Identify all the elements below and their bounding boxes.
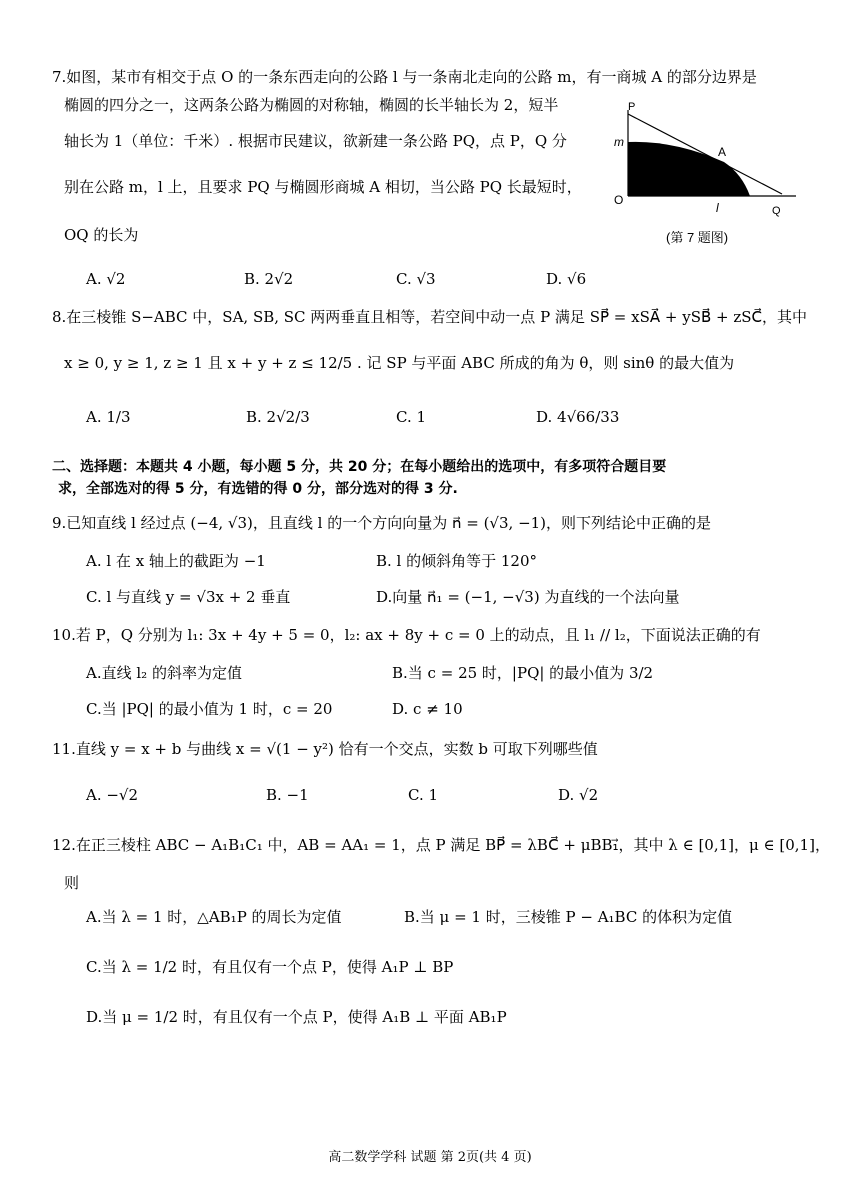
q8-option-a: A. 1/3: [86, 408, 131, 426]
q9-option-b: B. l 的倾斜角等于 120°: [376, 552, 538, 570]
q9-option-a: A. l 在 x 轴上的截距为 −1: [86, 552, 266, 570]
page-footer: 高二数学学科 试题 第 2页(共 4 页): [328, 1150, 532, 1165]
q11-option-a: A. −√2: [86, 786, 139, 804]
q8-option-c: C. 1: [396, 408, 427, 426]
q10-option-b: B.当 c = 25 时，|PQ| 的最小值为 3/2: [392, 664, 654, 682]
q10-option-c: C.当 |PQ| 的最小值为 1 时，c = 20: [86, 700, 333, 718]
q8-stem-line1: 8.在三棱锥 S−ABC 中，SA, SB, SC 两两垂直且相等，若空间中动一点 P 满足 SP⃗ = xSA⃗ + ySB⃗ + zSC⃗，其中: [52, 308, 808, 326]
q10-option-d: D. c ≠ 10: [392, 700, 463, 718]
fig-label-l: l: [716, 201, 719, 215]
q10-stem: 10.若 P，Q 分别为 l₁: 3x + 4y + 5 = 0，l₂: ax + 8y + c = 0 上的动点，且 l₁ // l₂，下面说法正确的有: [52, 626, 761, 644]
q7-option-a: A. √2: [86, 270, 126, 288]
q7-option-c: C. √3: [396, 270, 436, 288]
q9-option-c: C. l 与直线 y = √3x + 2 垂直: [86, 588, 291, 606]
q12-option-a: A.当 λ = 1 时，△AB₁P 的周长为定值: [86, 908, 342, 926]
q12-stem-line1: 12.在正三棱柱 ABC − A₁B₁C₁ 中，AB = AA₁ = 1，点 P 满足 BP⃗ = λBC⃗ + μBB₁⃗，其中 λ ∈ [0,1]，μ ∈ [0,1]，: [52, 836, 830, 854]
q10-option-a: A.直线 l₂ 的斜率为定值: [86, 664, 242, 682]
q9-option-d: D.向量 n⃗₁ = (−1, −√3) 为直线的一个法向量: [376, 588, 680, 606]
q11-stem: 11.直线 y = x + b 与曲线 x = √(1 − y²) 恰有一个交点，实数 b 可取下列哪些值: [52, 740, 598, 758]
q11-option-c: C. 1: [408, 786, 439, 804]
fig-label-m: m: [614, 135, 624, 149]
fig-caption: (第 7 题图): [666, 230, 729, 245]
fig-label-A: A: [718, 145, 727, 159]
fig-label-P: P: [628, 101, 636, 113]
q12-option-c: C.当 λ = 1/2 时，有且仅有一个点 P，使得 A₁P ⊥ BP: [86, 958, 454, 976]
fig-label-O: O: [614, 193, 624, 207]
fig-label-Q: Q: [772, 205, 781, 217]
q12-option-d: D.当 μ = 1/2 时，有且仅有一个点 P，使得 A₁B ⊥ 平面 AB₁P: [86, 1008, 507, 1026]
q12-stem-line2: 则: [64, 874, 80, 892]
q8-option-b: B. 2√2/3: [246, 408, 310, 426]
q8-option-d: D. 4√66/33: [536, 408, 620, 426]
q7-stem-line3: 轴长为 1（单位：千米）. 根据市民建议，欲新建一条公路 PQ，点 P，Q 分: [64, 132, 567, 150]
q7-stem-line1: 7.如图，某市有相交于点 O 的一条东西走向的公路 l 与一条南北走向的公路 m，有一商城 A 的部分边界是: [52, 68, 757, 86]
q7-stem-line4: 别在公路 m，l 上，且要求 PQ 与椭圆形商城 A 相切，当公路 PQ 长最短时，: [64, 178, 582, 196]
q7-stem-line5: OQ 的长为: [64, 226, 139, 244]
q9-stem: 9.已知直线 l 经过点 (−4, √3)，且直线 l 的一个方向向量为 n⃗ = (√3, −1)，则下列结论中正确的是: [52, 514, 712, 532]
q11-option-d: D. √2: [558, 786, 599, 804]
section2-header-line1: 二、选择题：本题共 4 小题，每小题 5 分，共 20 分；在每小题给出的选项中，有多项符合题目要: [52, 459, 667, 475]
q7-option-d: D. √6: [546, 270, 587, 288]
q7-stem-line2: 椭圆的四分之一，这两条公路为椭圆的对称轴，椭圆的长半轴长为 2，短半: [64, 96, 559, 114]
section2-header-line2: 求，全部选对的得 5 分，有选错的得 0 分，部分选对的得 3 分.: [58, 481, 458, 497]
q7-figure: [614, 100, 814, 250]
q8-stem-line2: x ≥ 0, y ≥ 1, z ≥ 1 且 x + y + z ≤ 12/5 . 记 SP 与平面 ABC 所成的角为 θ，则 sinθ 的最大值为: [64, 354, 735, 372]
q12-option-b: B.当 μ = 1 时，三棱锥 P − A₁BC 的体积为定值: [404, 908, 733, 926]
q7-option-b: B. 2√2: [244, 270, 294, 288]
q11-option-b: B. −1: [266, 786, 309, 804]
